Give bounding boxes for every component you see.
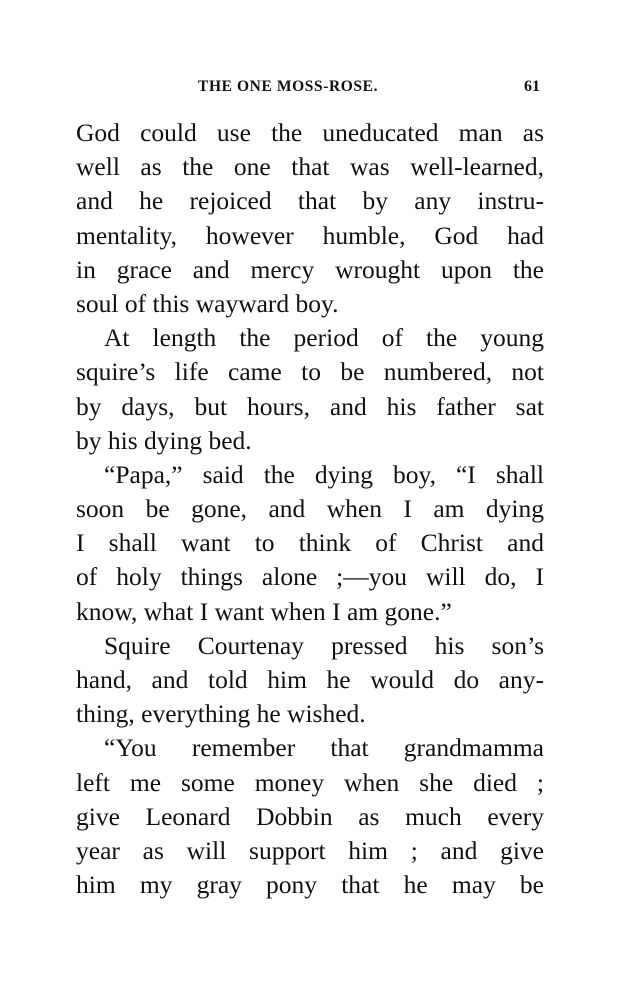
text-line: know, what I want when I am gone.” [76,596,452,626]
text-line: soon be gone, and when I am dying [76,494,544,524]
page-header [76,78,544,102]
text-line: mentality, however humble, God had [76,220,544,250]
text-line: him my gray pony that he may be [76,870,544,900]
text-line: squire’s life came to be numbered, not [76,357,544,387]
text-line: in grace and mercy wrought upon the [76,254,544,284]
text-line: left me some money when she died ; [76,767,544,797]
text-line: God could use the uneducated man as [76,118,544,147]
text-line: by days, but hours, and his father sat [76,391,544,421]
text-line: “You remember that grandmamma [104,733,544,763]
text-line: year as will support him ; and give [76,835,544,865]
page-number: 61 [524,78,540,95]
text-line: by his dying bed. [76,425,252,455]
text-line: hand, and told him he would do any- [76,665,544,694]
text-line: Squire Courtenay pressed his son’s [104,630,544,660]
running-title: THE ONE MOSS-ROSE. [198,78,379,95]
text-line: I shall want to think of Christ and [76,528,544,558]
text-line: At length the period of the young [104,323,544,353]
text-line: give Leonard Dobbin as much every [76,801,544,831]
text-line: “Papa,” said the dying boy, “I shall [104,459,544,489]
text-line: thing, everything he wished. [76,699,366,729]
text-line: of holy things alone ;—you will do, I [76,562,544,592]
text-line: and he rejoiced that by any instru- [76,186,544,216]
text-line: well as the one that was well-learned, [76,152,544,182]
text-line: soul of this wayward boy. [76,288,339,318]
body-text [76,116,544,902]
